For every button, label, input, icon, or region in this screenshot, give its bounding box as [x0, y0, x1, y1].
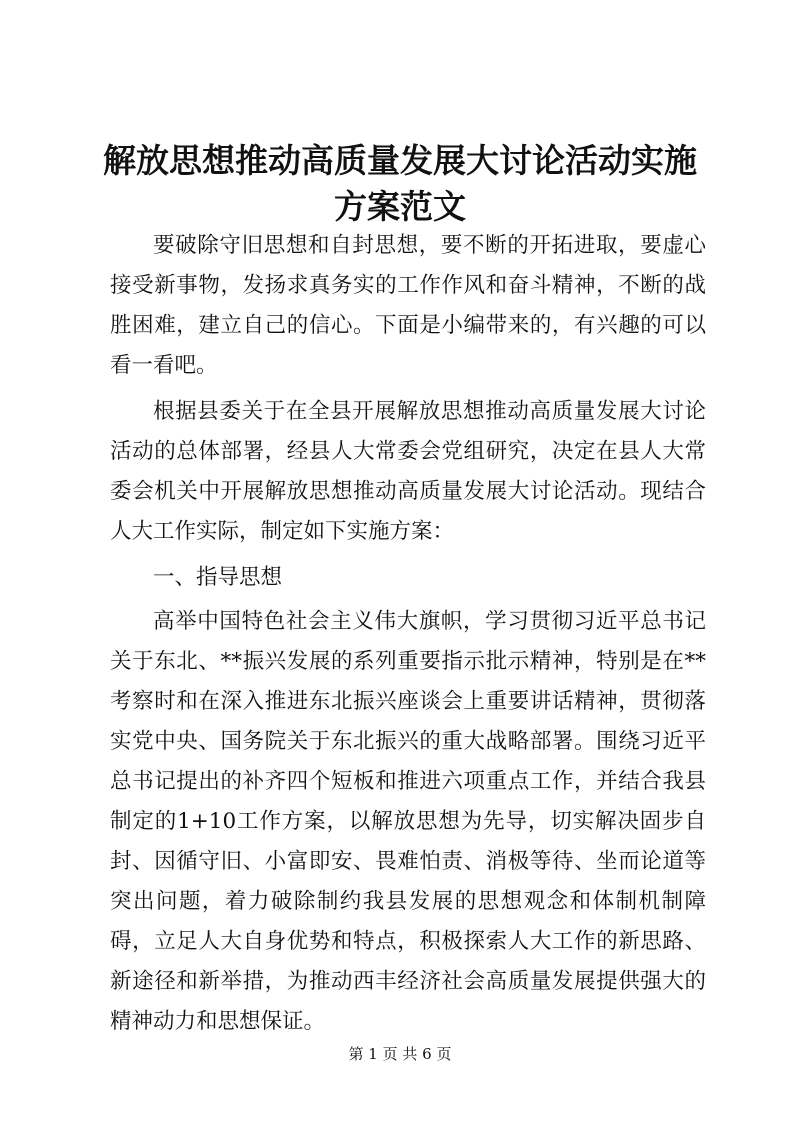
document-body — [110, 226, 706, 1048]
paragraph-intro: 要破除守旧思想和自封思想，要不断的开拓进取，要虚心接受新事物，发扬求真务实的工作作风和奋斗精神，不断的战胜困难，建立自己的信心。下面是小编带来的，有兴趣的可以看一看吧。 — [110, 233, 706, 378]
paragraph-guiding-ideology: 高举中国特色社会主义伟大旗帜，学习贯彻习近平总书记关于东北、**振兴发展的系列重要指示批示精神，特别是在**考察时和在深入推进东北振兴座谈会上重要讲话精神，贯彻落实党中央、国务院关于东北振兴的重大战略部署。围绕习近平总书记提出的补齐四个短板和推进六项重点工作，并结合我县制定的1+10工作方案，以解放思想为先导，切实解决固步自封、因循守旧、小富即安、畏难怕责、消极等待、坐而论道等突出问题，着力破除制约我县发展的思想观念和体制机制障碍，立足人大自身优势和特点，积极探索人大工作的新思路、新途径和新举措，为推动西丰经济社会高质量发展提供强大的精神动力和思想保证。 — [110, 609, 706, 1034]
section-heading-guiding-ideology: 一、指导思想 — [153, 565, 283, 590]
page-footer: 第 1 页 共 6 页 — [348, 1045, 452, 1063]
paragraph-background: 根据县委关于在全县开展解放思想推动高质量发展大讨论活动的总体部署，经县人大常委会党组研究，决定在县人大常委会机关中开展解放思想推动高质量发展大讨论活动。现结合人大工作实际，制定如下实施方案： — [110, 399, 706, 544]
document-title: 解放思想推动高质量发展大讨论活动实施方案范文 — [103, 141, 697, 226]
